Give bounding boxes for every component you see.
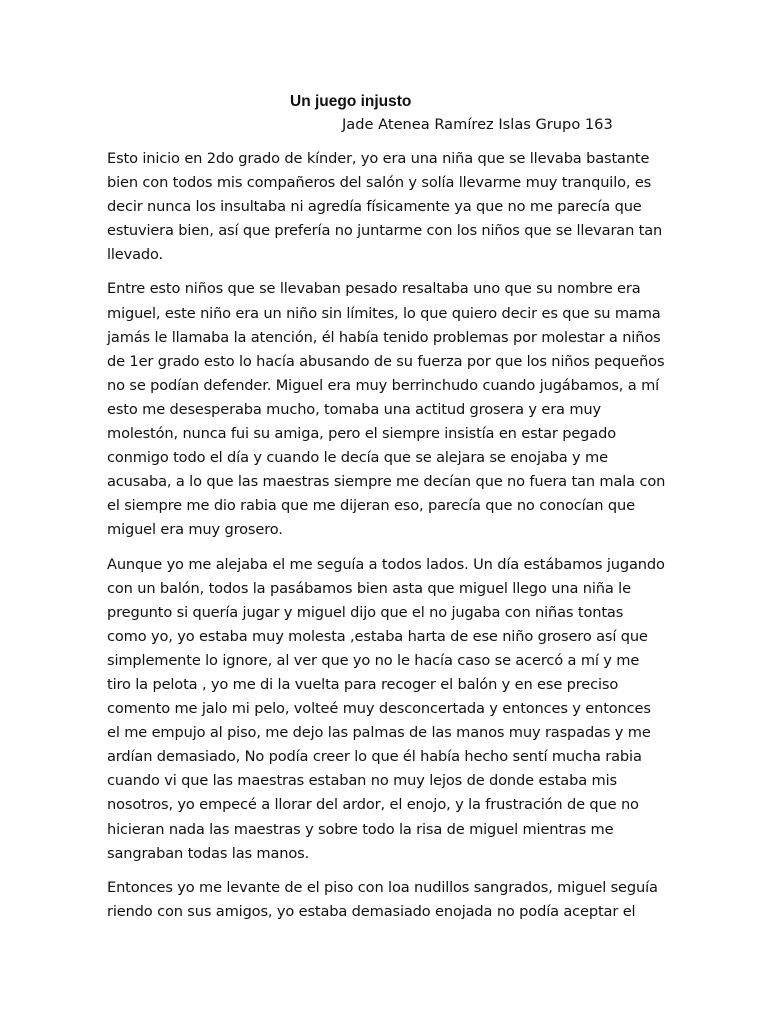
paragraph-4: Entonces yo me levante de el piso con loa nudillos sangrados, miguel seguía riendo con sus amigos, yo estaba demasiado enojada no podía aceptar el — [107, 878, 658, 920]
author-line: Jade Atenea Ramírez Islas Grupo 163 — [342, 116, 613, 133]
paragraph-2: Entre esto niños que se llevaban pesado resaltaba uno que su nombre era miguel, este niño era un niño sin límites, lo que quiero decir es que su mama jamás le llamaba la atención, él había tenido problemas por molestar a niños de 1er grado esto lo hacía abusando de su fuerza por que los niños pequeños no se podían defender. Miguel era muy berrinchudo cuando jugábamos, a mí esto me desesperaba mucho, tomaba una actitud grosera y era muy molestón, nunca fui su amiga, pero el siempre insistía en estar pegado conmigo todo el día y cuando le decía que se alejara se enojaba y me acusaba, a lo que las maestras siempre me decían que no fuera tan mala con el siempre me dio rabia que me dijeran eso, parecía que no conocían que miguel era muy grosero. — [107, 280, 666, 539]
document-title: Un juego injusto — [290, 93, 412, 110]
paragraph-1: Esto inicio en 2do grado de kínder, yo era una niña que se llevaba bastante bien con todos mis compañeros del salón y solía llevarme muy tranquilo, es decir nunca los insultaba ni agredía físicamente ya que no me parecía que estuviera bien, así que prefería no juntarme con los niños que se llevaran tan llevado. — [107, 150, 663, 264]
document-body — [107, 147, 667, 934]
paragraph-3: Aunque yo me alejaba el me seguía a todos lados. Un día estábamos jugando con un balón, todos la pasábamos bien asta que miguel llego una niña le pregunto si quería jugar y miguel dijo que el no jugaba con niñas tontas como yo, yo estaba muy molesta ,estaba harta de ese niño grosero así que simplemente lo ignore, al ver que yo no le hacía caso se acercó a mí y me tiro la pelota , yo me di la vuelta para recoger el balón y en ese preciso comento me jalo mi pelo, volteé muy desconcertada y entonces y entonces el me empujo al piso, me dejo las palmas de las manos muy raspadas y me ardían demasiado, No podía creer lo que él había hecho sentí mucha rabia cuando vi que las maestras estaban no muy lejos de donde estaba mis nosotros, yo empecé a llorar del ardor, el enojo, y la frustración de que no hicieran nada las maestras y sobre todo la risa de miguel mientras me sangraban todas las manos. — [107, 555, 665, 862]
